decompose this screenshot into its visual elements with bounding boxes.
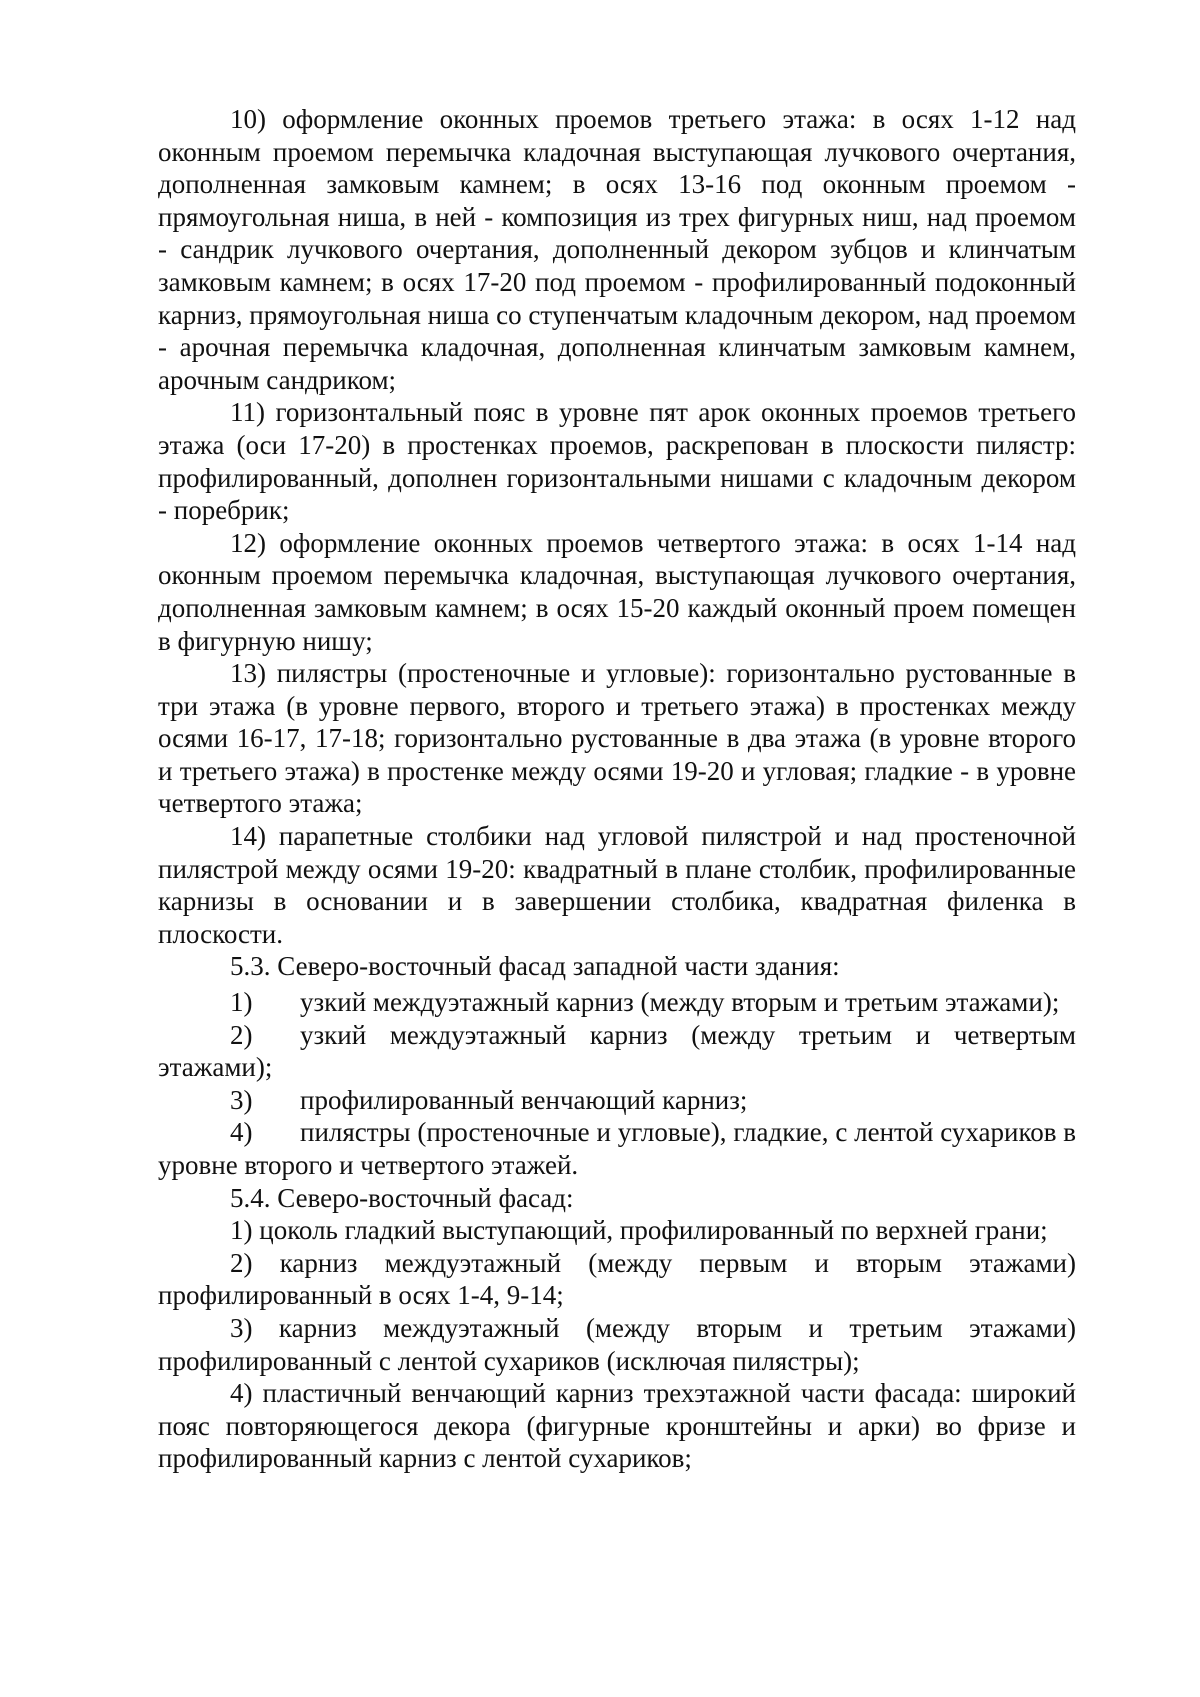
section-heading-5-4: 5.4. Северо-восточный фасад: bbox=[230, 1182, 574, 1213]
list-item-number: 2) bbox=[230, 1019, 253, 1050]
list-item bbox=[158, 1084, 1076, 1117]
list-item-number: 3) bbox=[230, 1084, 253, 1115]
list-item bbox=[158, 1019, 1076, 1084]
list-item-text: узкий междуэтажный карниз (между вторым и третьим этажами); bbox=[300, 987, 1060, 1018]
list-item-number: 4) bbox=[230, 1117, 253, 1148]
list-item-text: узкий междуэтажный карниз (между третьим и четвертым этажами); bbox=[158, 1019, 1076, 1083]
list-item bbox=[158, 986, 1076, 1019]
paragraph-item: 4) пластичный венчающий карниз трехэтажной части фасада: широкий пояс повторяющегося декора (фигурные кронштейны и арки) во фризе и профилированный карниз с лентой сухариков; bbox=[158, 1378, 1076, 1474]
document-page bbox=[158, 103, 1076, 1475]
list-item bbox=[158, 1116, 1076, 1181]
paragraph-item-10: 10) оформление оконных проемов третьего этажа: в осях 1-12 над оконным проемом перемычка кладочная выступающая лучкового очертания, дополненная замковым камнем; в осях 13-16 под оконным проемом - прямоугольная ниша, в ней - композиция из трех фигурных ниш, над проемом - сандрик лучкового очертания, дополненный декором зубцов и клинчатым замковым камнем; в осях 17-20 под проемом - профилированный подоконный карниз, прямоугольная ниша со ступенчатым кладочным декором, над проемом - арочная перемычка кладочная, дополненная клинчатым замковым камнем, арочным сандриком; bbox=[158, 104, 1076, 395]
section-heading-5-3: 5.3. Северо-восточный фасад западной части здания: bbox=[230, 951, 840, 982]
paragraph-item-13: 13) пилястры (простеночные и угловые): горизонтально рустованные в три этажа (в уровне первого, второго и третьего этажа) в простенках между осями 16-17, 17-18; горизонтально рустованные в два этажа (в уровне второго и третьего этажа) в простенке между осями 19-20 и угловая; гладкие - в уровне четвертого этажа; bbox=[158, 658, 1076, 819]
list-item-text: профилированный венчающий карниз; bbox=[300, 1084, 748, 1115]
paragraph-item: 3) карниз междуэтажный (между вторым и третьим этажами) профилированный с лентой сухариков (исключая пилястры); bbox=[158, 1312, 1076, 1376]
list-item-text: пилястры (простеночные и угловые), гладкие, с лентой сухариков в уровне второго и четвертого этажей. bbox=[158, 1117, 1076, 1180]
paragraph-item-11: 11) горизонтальный пояс в уровне пят арок оконных проемов третьего этажа (оси 17-20) в простенках проемов, раскрепован в плоскости пилястр: профилированный, дополнен горизонтальными нишами с кладочным декором - поребрик; bbox=[158, 397, 1076, 526]
paragraph-item: 2) карниз междуэтажный (между первым и вторым этажами) профилированный в осях 1-4, 9-14; bbox=[158, 1247, 1076, 1311]
list-item-number: 1) bbox=[230, 987, 253, 1018]
paragraph-item-12: 12) оформление оконных проемов четвертого этажа: в осях 1-14 над оконным проемом перемычка кладочная, выступающая лучкового очертания, дополненная замковым камнем; в осях 15-20 каждый оконный проем помещен в фигурную нишу; bbox=[158, 527, 1076, 656]
paragraph-item: 1) цоколь гладкий выступающий, профилированный по верхней грани; bbox=[230, 1215, 1048, 1246]
paragraph-item-14: 14) парапетные столбики над угловой пилястрой и над простеночной пилястрой между осями 19-20: квадратный в плане столбик, профилированные карнизы в основании и в завершении столбика, квадратная филенка в плоскости. bbox=[158, 821, 1076, 949]
